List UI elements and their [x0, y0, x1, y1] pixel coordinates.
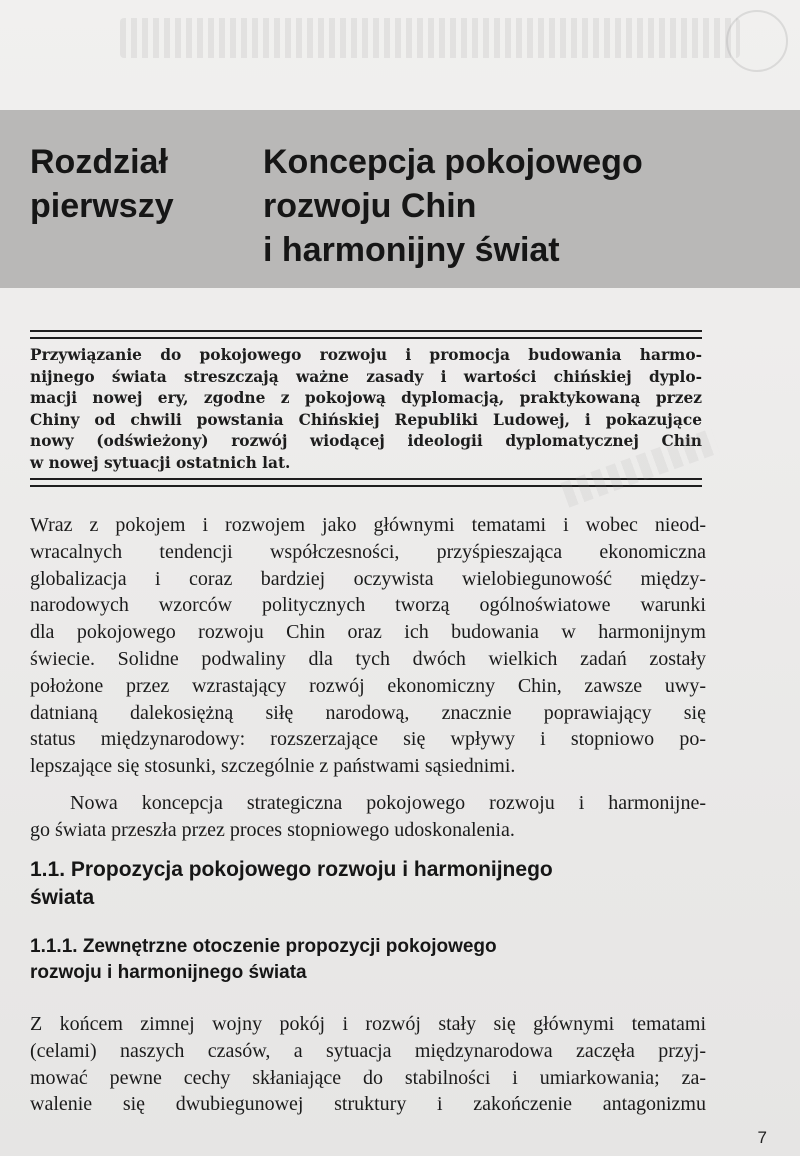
- body-paragraph-1: [30, 512, 706, 780]
- bleed-through-header: [120, 18, 740, 58]
- abstract-line: w nowej sytuacji ostatnich lat.: [30, 453, 291, 472]
- chapter-title-line: Koncepcja pokojowego: [263, 143, 643, 181]
- paragraph-line: Wraz z pokojem i rozwojem jako głównymi tematami i wobec nieod-: [30, 514, 706, 536]
- paragraph-line: datnianą dalekosiężną siłę narodową, znacznie poprawiający się: [30, 701, 706, 724]
- section-heading-line: 1.1. Propozycja pokojowego rozwoju i harmonijnego: [30, 858, 553, 881]
- chapter-abstract: [30, 345, 702, 475]
- paragraph-line: wracalnych tendencji współczesności, przyśpieszająca ekonomiczna: [30, 540, 706, 563]
- paragraph-line: go świata przeszła przez proces stopniowego udoskonalenia.: [30, 818, 515, 841]
- paragraph-line: świecie. Solidne podwaliny dla tych dwóch wielkich zadań zostały: [30, 647, 706, 670]
- subsection-heading-line: 1.1.1. Zewnętrzne otoczenie propozycji pokojowego: [30, 936, 497, 957]
- chapter-title-line: i harmonijny świat: [263, 231, 560, 269]
- section-heading-line: świata: [30, 886, 95, 909]
- paragraph-line: Nowa koncepcja strategiczna pokojowego rozwoju i harmonijne-: [70, 792, 706, 814]
- body-paragraph-2: [30, 790, 706, 844]
- body-paragraph-3: [30, 1011, 706, 1118]
- paragraph-line: walenie się dwubiegunowej struktury i zakończenie antagonizmu: [30, 1093, 706, 1116]
- abstract-line: Przywiązanie do pokojowego rozwoju i promocja budowania harmo-: [30, 346, 702, 364]
- paragraph-line: status międzynarodowy: rozszerzające się wpływy i stopniowo po-: [30, 728, 706, 751]
- abstract-line: macji nowej ery, zgodne z pokojową dyplomacją, praktykowaną przez: [30, 389, 702, 408]
- abstract-top-rule: [30, 330, 702, 339]
- section-heading: [30, 856, 710, 912]
- chapter-label: [30, 140, 230, 228]
- chapter-label-line: Rozdział: [30, 143, 168, 181]
- paragraph-line: lepszające się stosunki, szczególnie z państwami sąsiednimi.: [30, 755, 516, 778]
- page-number: 7: [757, 1128, 767, 1147]
- bleed-through-emblem: [726, 10, 788, 72]
- paragraph-line: mować pewne cechy skłaniające do stabilności i umiarkowania; za-: [30, 1066, 706, 1089]
- paragraph-line: dla pokojowego rozwoju Chin oraz ich budowania w harmonijnym: [30, 621, 706, 644]
- chapter-header-band: [0, 110, 800, 288]
- abstract-line: nijnego świata streszczają ważne zasady i wartości chińskiej dyplo-: [30, 367, 702, 386]
- paragraph-line: narodowych wzorców politycznych tworzą ogólnoświatowe warunki: [30, 594, 706, 617]
- abstract-line: nowy (odświeżony) rozwój wiodącej ideologii dyplomatycznej Chin: [30, 432, 702, 451]
- abstract-line: Chiny od chwili powstania Chińskiej Republiki Ludowej, i pokazujące: [30, 410, 702, 429]
- subsection-heading-line: rozwoju i harmonijnego świata: [30, 962, 307, 983]
- paragraph-line: położone przez wzrastający rozwój ekonomiczny Chin, zawsze uwy-: [30, 674, 706, 697]
- paragraph-line: (celami) naszych czasów, a sytuacja międzynarodowa zaczęła przyj-: [30, 1039, 706, 1062]
- paragraph-line: Z końcem zimnej wojny pokój i rozwój stały się głównymi tematami: [30, 1013, 706, 1035]
- chapter-label-line: pierwszy: [30, 187, 174, 225]
- chapter-title: [263, 140, 783, 272]
- chapter-title-line: rozwoju Chin: [263, 187, 477, 225]
- subsection-heading: [30, 934, 710, 986]
- paragraph-line: globalizacja i coraz bardziej oczywista wielobiegunowość między-: [30, 567, 706, 590]
